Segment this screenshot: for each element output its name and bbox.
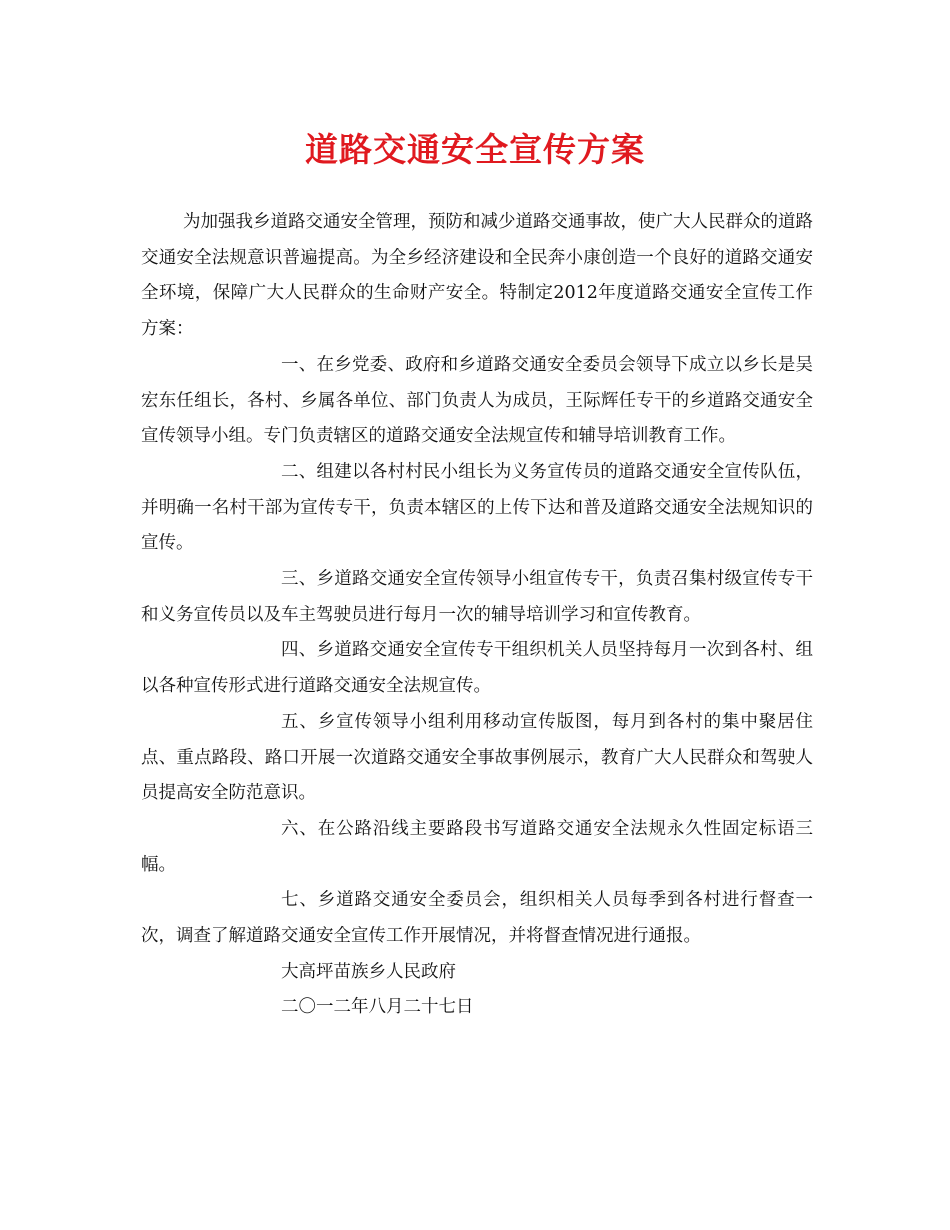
item-paragraph-3: 三、乡道路交通安全宣传领导小组宣传专干，负责召集村级宣传专干和义务宣传员以及车主驾驶员进行每月一次的辅导培训学习和宣传教育。 [141,569,813,625]
item-paragraph-5: 五、乡宣传领导小组利用移动宣传版图，每月到各村的集中聚居住点、重点路段、路口开展一次道路交通安全事故事例展示，教育广大人民群众和驾驶人员提高安全防范意识。 [141,711,813,804]
document-title: 道路交通安全宣传方案 [305,130,645,169]
signature-org: 大高坪苗族乡人民政府 [281,961,456,982]
item-paragraph-6: 六、在公路沿线主要路段书写道路交通安全法规永久性固定标语三幅。 [141,818,813,875]
signature-date: 二〇一二年八月二十七日 [281,997,474,1018]
intro-paragraph: 为加强我乡道路交通安全管理，预防和减少道路交通事故，使广大人民群众的道路交通安全法规意识普遍提高。为全乡经济建设和全民奔小康创造一个良好的道路交通安全环境，保障广大人民群众的生命财产安全。特制定2012年度道路交通安全宣传工作方案： [141,212,813,340]
item-paragraph-4: 四、乡道路交通安全宣传专干组织机关人员坚持每月一次到各村、组以各种宣传形式进行道路交通安全法规宣传。 [141,640,813,697]
item-paragraph-1: 一、在乡党委、政府和乡道路交通安全委员会领导下成立以乡长是吴宏东任组长，各村、乡属各单位、部门负责人为成员，王际辉任专干的乡道路交通安全宣传领导小组。专门负责辖区的道路交通安全法规宣传和辅导培训教育工作。 [141,354,813,447]
item-paragraph-2: 二、组建以各村村民小组长为义务宣传员的道路交通安全宣传队伍，并明确一名村干部为宣传专干，负责本辖区的上传下达和普及道路交通安全法规知识的宣传。 [141,461,813,554]
item-paragraph-7: 七、乡道路交通安全委员会，组织相关人员每季到各村进行督查一次，调查了解道路交通安全宣传工作开展情况，并将督查情况进行通报。 [141,890,813,947]
document-body [141,205,813,1026]
